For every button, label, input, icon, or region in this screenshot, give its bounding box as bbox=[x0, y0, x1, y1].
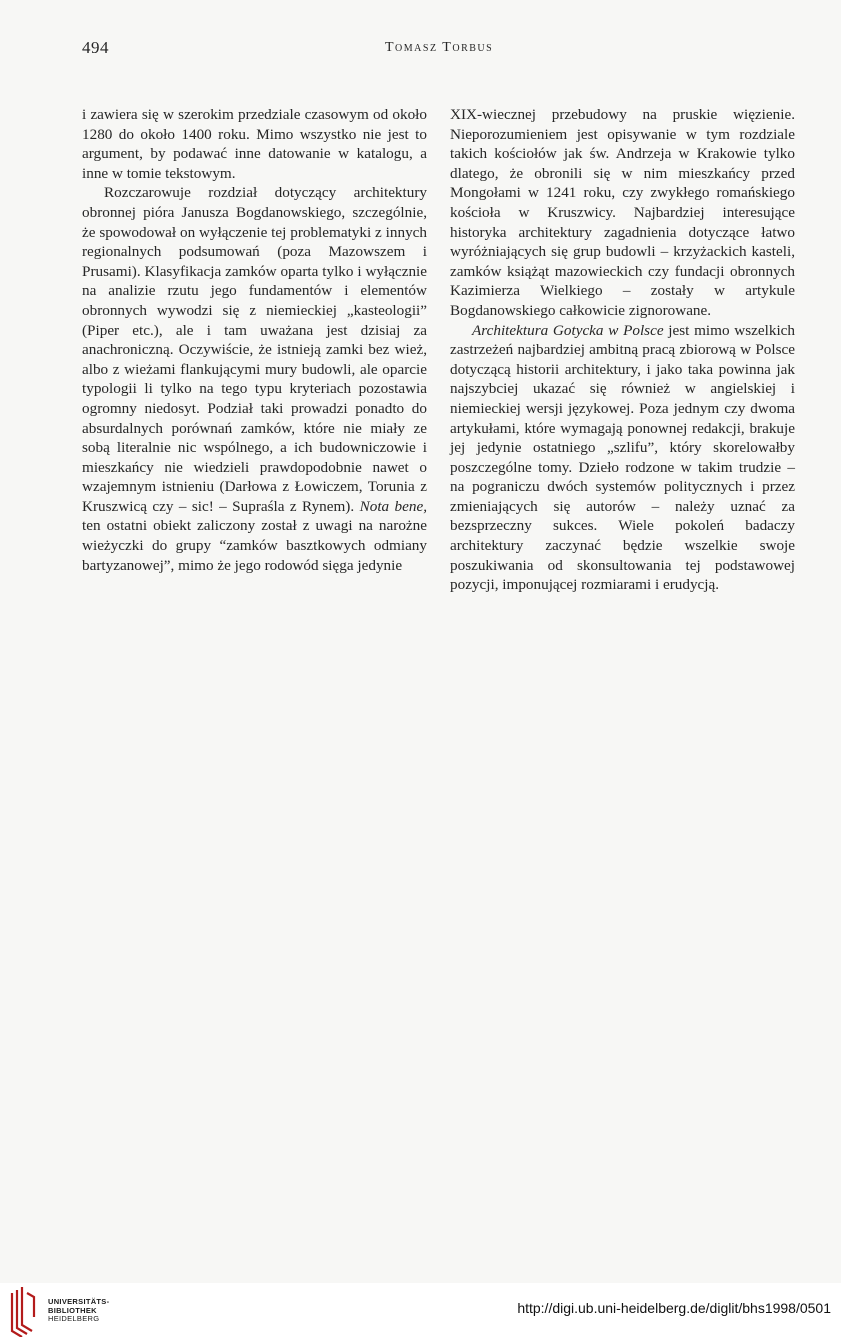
left-paragraph-1: i zawiera się w szerokim przedziale czasowym od około 1280 do około 1400 roku. Mimo wszystko nie jest to argument, by podawać inne datowanie w katalogu, a inne w tomie tekstowym. bbox=[82, 106, 427, 182]
left-paragraph-2-italic: Nota bene, bbox=[359, 497, 428, 515]
left-paragraph-2-end: ten ostatni obiekt zaliczony został z uwagi na narożne wieżyczki do grupy “zamków basztkowych odmiany bartyzanowej”, mimo że jego rodowód sięga jedynie bbox=[82, 517, 427, 574]
heidelberg-library-logo-icon[interactable] bbox=[8, 1287, 40, 1337]
page-number: 494 bbox=[82, 38, 109, 57]
right-paragraph-2-italic: Architektura Gotycka w Polsce bbox=[472, 321, 664, 339]
library-name bbox=[48, 1298, 109, 1324]
left-paragraph-2-text: Rozczarowuje rozdział dotyczący architektury obronnej pióra Janusza Bogdanowskiego, szczególnie, że spowodował on wyłączenie tej problematyki z innych regionalnych podsumowań (poza Mazowszem i Prusami). Klasyfikacja zamków oparta tylko i wyłącznie na analizie rzutu jego fundamentów i elementów obronnych wywodzi się z niemieckiej „kasteologii” (Piper etc.), ale i tam uważana jest dzisiaj za anachroniczną. Oczywiście, że istnieją zamki bez wież, albo z wieżami flankującymi mury budowli, ale oparcie typologii li tylko na tego typu kryteriach pozostawia ogromny niedosyt. Podział taki prowadzi ponadto do absurdalnych porównań zamków, które nie miały ze sobą literalnie nic wspólnego, a ich budowniczowie i mieszkańcy nie wiedzieli prawdopodobnie nawet o wzajemnym istnieniu (Darłowa z Łowiczem, Torunia z Kruszwicą czy – sic! – Supraśla z Rynem). bbox=[82, 184, 427, 515]
right-column bbox=[450, 105, 795, 595]
running-head-author: Tomasz Torbus bbox=[385, 40, 494, 55]
right-paragraph-2 bbox=[450, 321, 795, 595]
left-paragraph-2 bbox=[82, 183, 427, 575]
left-column bbox=[82, 105, 427, 575]
library-name-line-1: UNIVERSITÄTS- bbox=[48, 1297, 110, 1306]
right-paragraph-2-text: jest mimo wszelkich zastrzeżeń najbardziej ambitną pracą zbiorową w Polsce dotyczącą historii architektury, i jako taka powinna jak najszybciej ukazać się również w angielskiej i niemieckiej wersji językowej. Poza jednym czy dwoma artykułami, które wymagają ponownej redakcji, brakuje jej jedynie ostatniego „szlifu”, który skorelowałby poszczególne tomy. Dzieło rodzone w takim trudzie – na pograniczu dwóch systemów politycznych i przez zmieniających się autorów – należy uznać za bezsprzeczny sukces. Wiele pokoleń badaczy architektury zaczynać będzie wszelkie swoje poszukiwania od skonsultowania tej podstawowej pozycji, imponującej rozmiarami i erudycją. bbox=[450, 321, 795, 594]
library-name-line-3: HEIDELBERG bbox=[48, 1314, 100, 1324]
right-paragraph-1: XIX-wiecznej przebudowy na pruskie więzienie. Nieporozumieniem jest opisywanie w tym rozdziale takich kościołów jak św. Andrzeja w Krakowie tylko dlatego, że obronili się w nim mieszkańcy przed Mongołami w 1241 roku, czy zwykłego romańskiego kościoła w Kruszwicy. Najbardziej interesujące historyka architektury zagadnienia dotyczące łatwo wyróżniających się grup budowli – krzyżackich kasteli, zamków książąt mazowieckich czy fundacji obronnych Kazimierza Wielkiego – zostały w artykule Bogdanowskiego całkowicie zignorowane. bbox=[450, 106, 795, 319]
page-url-link[interactable]: http://digi.ub.uni-heidelberg.de/diglit/bhs1998/0501 bbox=[517, 1300, 831, 1316]
digitization-footer bbox=[0, 1283, 841, 1341]
library-name-line-2: BIBLIOTHEK bbox=[48, 1305, 97, 1315]
